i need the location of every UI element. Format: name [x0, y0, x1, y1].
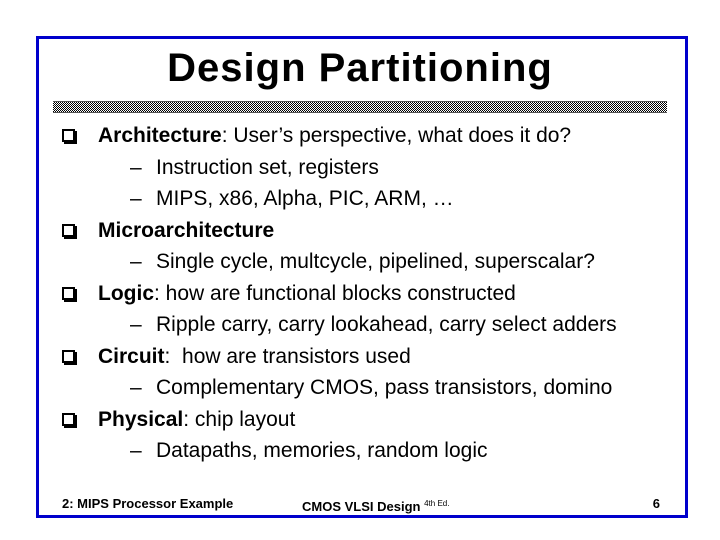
bullet-text: : how are transistors used — [164, 344, 411, 368]
footer-course-name: CMOS VLSI Design — [302, 499, 421, 514]
dash-marker: – — [130, 313, 142, 336]
bullet-term: Architecture — [98, 124, 222, 147]
sub-bullet — [62, 246, 682, 278]
dash-marker: – — [130, 439, 142, 462]
dash-marker: – — [130, 376, 142, 399]
bullet-physical — [62, 404, 682, 436]
sub-bullet-text: MIPS, x86, Alpha, PIC, ARM, … — [156, 187, 454, 210]
sub-bullet-text: Instruction set, registers — [156, 155, 379, 179]
checkbox-square-icon — [62, 224, 75, 237]
footer-course-title — [302, 496, 449, 515]
bullet-microarchitecture — [62, 215, 682, 247]
footer-edition: 4th Ed. — [424, 499, 450, 508]
checkbox-square-icon — [62, 350, 75, 363]
bullet-text: : chip layout — [183, 407, 296, 431]
bullet-term: Physical — [98, 407, 184, 431]
checkbox-square-icon — [62, 413, 75, 426]
checkbox-square-icon — [62, 129, 75, 142]
bullet-circuit — [62, 341, 682, 373]
sub-bullet — [62, 309, 682, 341]
slide-title: Design Partitioning — [167, 46, 553, 90]
checkbox-square-icon — [62, 287, 75, 300]
bullet-architecture — [62, 120, 682, 152]
sub-bullet-text: Datapaths, memories, random logic — [156, 439, 488, 462]
bullet-text: : how are functional blocks constructed — [154, 281, 516, 305]
bullet-text: : User’s perspective, what does it do? — [221, 124, 572, 147]
footer-chapter: 2: MIPS Processor Example — [62, 496, 234, 511]
bullet-list — [62, 120, 682, 467]
sub-bullet — [62, 372, 682, 404]
bullet-term: Microarchitecture — [98, 218, 275, 242]
page-number: 6 — [652, 496, 660, 511]
dash-marker: – — [130, 187, 142, 210]
sub-bullet — [62, 435, 682, 467]
sub-bullet-text: Single cycle, multcycle, pipelined, superscalar? — [156, 250, 595, 273]
title-underline-pattern — [53, 101, 667, 113]
sub-bullet-text: Complementary CMOS, pass transistors, domino — [156, 376, 613, 399]
dash-marker: – — [130, 155, 142, 179]
sub-bullet-text: Ripple carry, carry lookahead, carry select adders — [156, 313, 617, 336]
sub-bullet — [62, 152, 682, 184]
sub-bullet — [62, 183, 682, 215]
bullet-logic — [62, 278, 682, 310]
bullet-term: Circuit — [98, 344, 165, 368]
bullet-term: Logic — [98, 281, 154, 305]
dash-marker: – — [130, 250, 142, 273]
